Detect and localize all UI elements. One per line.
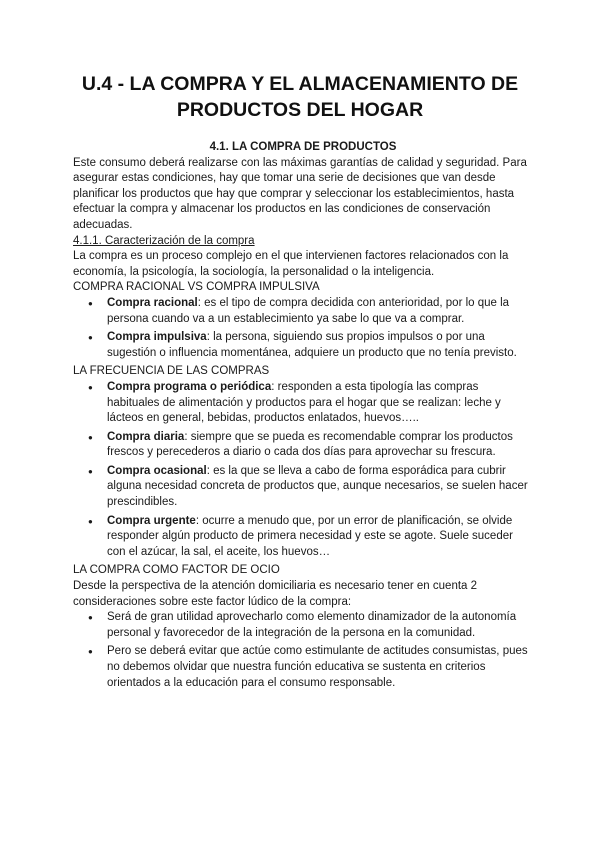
document-body <box>73 140 533 694</box>
subsection-intro: La compra es un proceso complejo en el que intervienen factores relacionados con la economía, la psicología, la sociología, la personalidad o la inteligencia. <box>73 250 509 278</box>
list-item-text: : siempre que se pueda es recomendable comprar los productos frescos y perecederos a diario o cada dos días para aprovechar su frescura. <box>107 430 513 459</box>
list-item-term: Compra impulsiva <box>107 331 207 344</box>
list-item-term: Compra racional <box>107 296 198 309</box>
list-item <box>107 296 533 327</box>
leisure-intro: Desde la perspectiva de la atención domiciliaria es necesario tener en cuenta 2 consideraciones sobre este factor lúdico de la compra: <box>73 580 478 608</box>
group-label-leisure: LA COMPRA COMO FACTOR DE OCIO <box>73 564 280 577</box>
list-item-text: : responden a esta tipología las compras habituales de alimentación y productos para el hogar que se realizan: leche y lácteos en general, bebidas, productos enlatados, huevos….. <box>107 380 501 425</box>
list-item: ● Pero se deberá evitar que actúe como estimulante de actitudes consumistas, pues no debemos olvidar que nuestra función educativa se sustenta en criterios orientados a la educación para el consumo responsable. <box>107 644 533 691</box>
list-item-text: : es la que se lleva a cabo de forma esporádica para cubrir alguna necesidad concreta de productos que, aunque necesarios, se suelen hacer prescindibles. <box>107 464 528 509</box>
list-item-term: Compra urgente <box>107 514 196 527</box>
subsection-heading: 4.1.1. Caracterización de la compra <box>73 234 255 247</box>
section-heading: 4.1. LA COMPRA DE PRODUCTOS <box>209 141 397 153</box>
list-item <box>107 330 533 361</box>
group-label-frequency: LA FRECUENCIA DE LAS COMPRAS <box>73 365 270 378</box>
list-item-text: : es el tipo de compra decidida con anterioridad, por lo que la persona cuando va a un establecimiento ya sabe lo que va a comprar. <box>107 296 510 325</box>
list-item-term: Compra programa o periódica <box>107 380 272 393</box>
document-title: U.4 - LA COMPRA Y EL ALMACENAMIENTO DE PRODUCTOS DEL HOGAR <box>81 73 519 121</box>
leisure-list <box>73 610 533 691</box>
list-item <box>107 464 533 511</box>
list-item <box>107 380 533 427</box>
list-item-term: Compra diaria <box>107 430 185 443</box>
list-item-term: Compra ocasional <box>107 464 207 477</box>
rational-impulsive-list <box>73 296 533 361</box>
group-label-rational-impulsive: COMPRA RACIONAL VS COMPRA IMPULSIVA <box>73 281 320 294</box>
section-intro: Este consumo deberá realizarse con las máximas garantías de calidad y seguridad. Para asegurar estas condiciones, hay que tomar una serie de decisiones que van desde planificar los productos que hay que comprar y seleccionar los establecimientos, hasta efectuar la compra y almacenar los productos en las condiciones de conservación adecuadas. <box>73 156 527 231</box>
list-item <box>107 430 533 461</box>
list-item-text: : la persona, siguiendo sus propios impulsos o por una sugestión o influencia momentánea, adquiere un producto que no tenía previsto. <box>107 331 517 359</box>
list-item <box>107 514 533 561</box>
frequency-list <box>73 380 533 561</box>
list-item: ● Será de gran utilidad aprovecharlo como elemento dinamizador de la autonomía personal y favorecedor de la integración de la persona en la comunidad. <box>107 610 533 641</box>
list-item-text: : ocurre a menudo que, por un error de planificación, se olvide responder algún producto de primera necesidad y este se agote. Suele suceder con el azúcar, la sal, el aceite, los huevos… <box>107 514 513 558</box>
